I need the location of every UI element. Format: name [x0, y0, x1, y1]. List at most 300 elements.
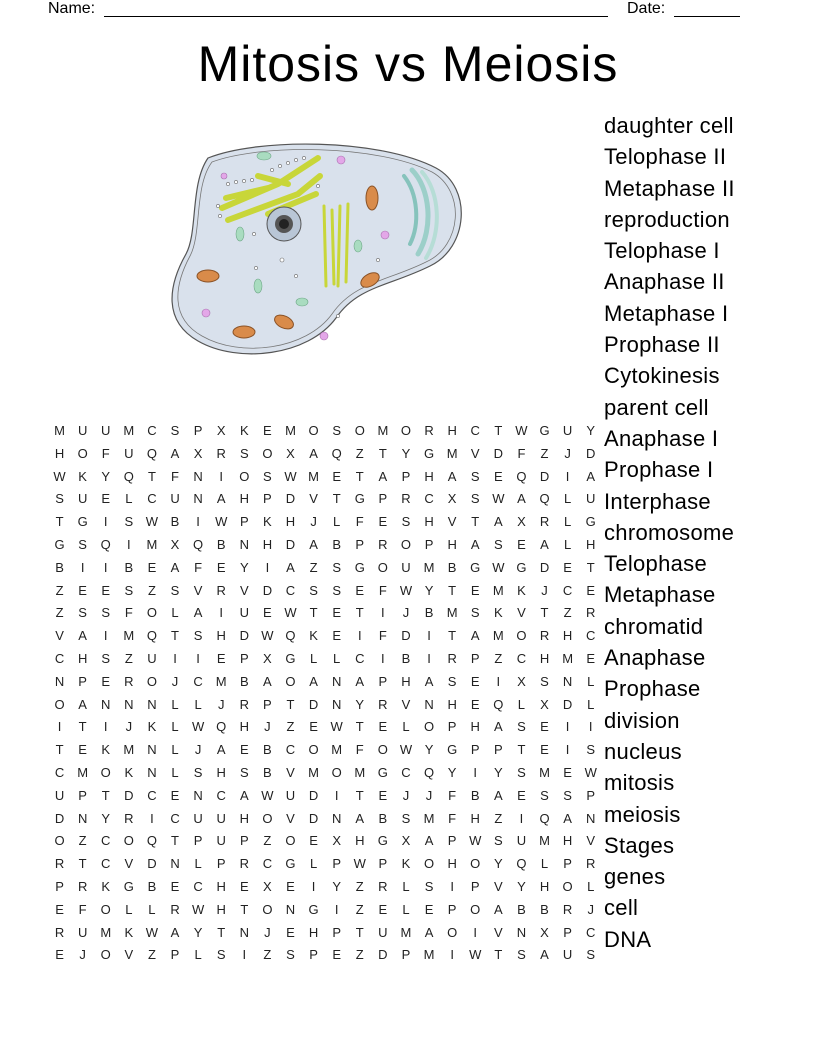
- grid-letter[interactable]: M: [423, 947, 435, 963]
- grid-letter[interactable]: O: [262, 445, 273, 461]
- grid-letter[interactable]: U: [124, 445, 134, 461]
- grid-letter[interactable]: K: [517, 582, 526, 598]
- grid-letter[interactable]: O: [354, 423, 365, 438]
- grid-letter[interactable]: S: [540, 787, 549, 803]
- grid-letter[interactable]: E: [101, 582, 111, 598]
- grid-letter[interactable]: S: [239, 764, 249, 780]
- grid-letter[interactable]: J: [425, 787, 433, 803]
- grid-letter[interactable]: H: [539, 650, 550, 666]
- grid-letter[interactable]: E: [263, 605, 272, 621]
- grid-letter[interactable]: B: [470, 787, 480, 803]
- grid-letter[interactable]: H: [77, 650, 88, 666]
- grid-letter[interactable]: V: [470, 445, 480, 461]
- grid-letter[interactable]: Y: [101, 810, 111, 826]
- grid-letter[interactable]: S: [55, 491, 64, 507]
- grid-letter[interactable]: E: [355, 582, 365, 598]
- grid-letter[interactable]: O: [331, 764, 342, 780]
- grid-letter[interactable]: P: [563, 924, 572, 940]
- grid-letter[interactable]: C: [147, 787, 157, 803]
- grid-letter[interactable]: O: [100, 947, 111, 963]
- grid-letter[interactable]: T: [240, 901, 249, 917]
- grid-letter[interactable]: S: [193, 628, 203, 644]
- grid-letter[interactable]: X: [193, 445, 203, 461]
- grid-letter[interactable]: J: [402, 605, 410, 621]
- grid-letter[interactable]: X: [216, 423, 226, 438]
- grid-letter[interactable]: V: [239, 582, 249, 598]
- grid-letter[interactable]: O: [262, 810, 273, 826]
- grid-letter[interactable]: A: [470, 536, 480, 552]
- grid-letter[interactable]: O: [285, 673, 296, 689]
- grid-letter[interactable]: J: [79, 947, 86, 963]
- grid-letter[interactable]: T: [55, 514, 64, 530]
- grid-letter[interactable]: A: [586, 468, 596, 484]
- grid-letter[interactable]: V: [493, 924, 503, 940]
- grid-letter[interactable]: I: [334, 901, 339, 917]
- grid-letter[interactable]: I: [427, 628, 431, 644]
- grid-letter[interactable]: D: [54, 810, 65, 826]
- grid-letter[interactable]: P: [355, 536, 365, 552]
- grid-letter[interactable]: S: [424, 878, 434, 894]
- grid-letter[interactable]: V: [124, 947, 134, 963]
- grid-letter[interactable]: S: [309, 582, 318, 598]
- grid-letter[interactable]: I: [565, 742, 570, 758]
- grid-letter[interactable]: U: [401, 559, 411, 575]
- grid-letter[interactable]: W: [215, 514, 228, 530]
- grid-letter[interactable]: I: [588, 719, 593, 735]
- grid-letter[interactable]: B: [170, 514, 180, 530]
- grid-letter[interactable]: O: [447, 924, 458, 940]
- grid-letter[interactable]: J: [587, 901, 594, 917]
- grid-letter[interactable]: P: [239, 650, 249, 666]
- grid-letter[interactable]: Q: [123, 468, 134, 484]
- grid-letter[interactable]: H: [562, 628, 573, 644]
- grid-letter[interactable]: S: [447, 673, 457, 689]
- grid-letter[interactable]: M: [123, 628, 135, 644]
- grid-letter[interactable]: S: [470, 605, 480, 621]
- grid-letter[interactable]: F: [448, 787, 457, 803]
- grid-letter[interactable]: J: [194, 742, 202, 758]
- grid-letter[interactable]: O: [100, 764, 111, 780]
- grid-letter[interactable]: N: [101, 696, 111, 712]
- grid-letter[interactable]: M: [423, 810, 435, 826]
- grid-letter[interactable]: A: [170, 559, 180, 575]
- grid-letter[interactable]: L: [563, 514, 572, 530]
- grid-letter[interactable]: Z: [309, 559, 318, 575]
- grid-letter[interactable]: H: [401, 673, 411, 689]
- grid-letter[interactable]: M: [123, 423, 135, 438]
- grid-letter[interactable]: A: [424, 924, 434, 940]
- grid-letter[interactable]: P: [55, 878, 64, 894]
- grid-letter[interactable]: M: [492, 582, 504, 598]
- grid-letter[interactable]: I: [565, 719, 570, 735]
- grid-letter[interactable]: I: [450, 947, 454, 963]
- grid-letter[interactable]: R: [54, 924, 65, 940]
- grid-letter[interactable]: A: [216, 491, 226, 507]
- grid-letter[interactable]: I: [127, 536, 131, 552]
- grid-letter[interactable]: Q: [216, 719, 227, 735]
- grid-letter[interactable]: N: [331, 696, 342, 712]
- grid-letter[interactable]: Q: [516, 468, 527, 484]
- grid-letter[interactable]: F: [194, 559, 203, 575]
- grid-letter[interactable]: V: [286, 764, 295, 780]
- grid-letter[interactable]: X: [401, 833, 411, 849]
- grid-letter[interactable]: N: [562, 673, 573, 689]
- grid-letter[interactable]: G: [585, 514, 596, 530]
- grid-letter[interactable]: P: [193, 833, 203, 849]
- grid-letter[interactable]: L: [540, 856, 549, 872]
- grid-letter[interactable]: A: [239, 787, 249, 803]
- grid-letter[interactable]: Z: [540, 445, 549, 461]
- grid-letter[interactable]: E: [540, 742, 549, 758]
- grid-letter[interactable]: I: [196, 514, 200, 530]
- grid-letter[interactable]: W: [284, 605, 297, 621]
- grid-letter[interactable]: E: [239, 878, 249, 894]
- grid-letter[interactable]: J: [264, 719, 271, 735]
- grid-letter[interactable]: A: [309, 536, 318, 552]
- grid-letter[interactable]: E: [170, 787, 180, 803]
- grid-letter[interactable]: P: [470, 650, 480, 666]
- grid-letter[interactable]: N: [516, 924, 527, 940]
- grid-letter[interactable]: E: [378, 719, 388, 735]
- grid-letter[interactable]: B: [517, 901, 526, 917]
- grid-letter[interactable]: X: [517, 673, 526, 689]
- grid-letter[interactable]: C: [424, 491, 434, 507]
- grid-letter[interactable]: E: [147, 559, 157, 575]
- grid-letter[interactable]: E: [332, 605, 341, 621]
- grid-letter[interactable]: O: [423, 856, 435, 872]
- grid-letter[interactable]: U: [586, 491, 596, 507]
- grid-letter[interactable]: C: [216, 787, 226, 803]
- grid-letter[interactable]: Q: [493, 696, 504, 712]
- grid-letter[interactable]: F: [124, 605, 133, 621]
- grid-letter[interactable]: Z: [55, 605, 64, 621]
- grid-letter[interactable]: Q: [146, 628, 157, 644]
- grid-letter[interactable]: P: [193, 423, 203, 438]
- grid-letter[interactable]: P: [586, 787, 596, 803]
- grid-letter[interactable]: W: [53, 468, 66, 484]
- grid-letter[interactable]: M: [539, 833, 550, 849]
- grid-letter[interactable]: H: [470, 810, 480, 826]
- grid-letter[interactable]: L: [309, 650, 318, 666]
- grid-letter[interactable]: U: [77, 491, 88, 507]
- grid-letter[interactable]: A: [309, 445, 318, 461]
- grid-letter[interactable]: D: [401, 628, 411, 644]
- grid-letter[interactable]: P: [447, 901, 457, 917]
- grid-letter[interactable]: T: [286, 696, 295, 712]
- grid-letter[interactable]: M: [377, 423, 389, 438]
- grid-letter[interactable]: B: [332, 536, 341, 552]
- grid-letter[interactable]: V: [586, 833, 596, 849]
- grid-letter[interactable]: L: [402, 901, 410, 917]
- grid-letter[interactable]: U: [193, 810, 203, 826]
- grid-letter[interactable]: N: [586, 810, 596, 826]
- grid-letter[interactable]: H: [262, 536, 273, 552]
- grid-letter[interactable]: T: [494, 423, 503, 438]
- grid-letter[interactable]: U: [216, 833, 226, 849]
- grid-letter[interactable]: P: [378, 856, 388, 872]
- grid-letter[interactable]: C: [586, 628, 596, 644]
- grid-letter[interactable]: K: [124, 924, 134, 940]
- grid-letter[interactable]: S: [586, 742, 596, 758]
- grid-letter[interactable]: N: [331, 810, 342, 826]
- grid-letter[interactable]: A: [286, 559, 295, 575]
- grid-letter[interactable]: P: [470, 878, 480, 894]
- grid-letter[interactable]: W: [399, 582, 413, 598]
- grid-letter[interactable]: E: [586, 650, 596, 666]
- grid-letter[interactable]: L: [333, 514, 341, 530]
- grid-letter[interactable]: U: [216, 810, 226, 826]
- grid-letter[interactable]: D: [262, 582, 273, 598]
- grid-letter[interactable]: G: [516, 559, 527, 575]
- grid-letter[interactable]: O: [308, 742, 319, 758]
- grid-letter[interactable]: E: [563, 559, 572, 575]
- name-field[interactable]: [104, 16, 608, 17]
- grid-letter[interactable]: P: [170, 947, 180, 963]
- grid-letter[interactable]: E: [239, 742, 249, 758]
- grid-letter[interactable]: R: [401, 491, 411, 507]
- grid-letter[interactable]: C: [285, 582, 296, 598]
- grid-letter[interactable]: E: [470, 673, 480, 689]
- grid-letter[interactable]: O: [377, 559, 388, 575]
- grid-letter[interactable]: E: [586, 582, 596, 598]
- grid-letter[interactable]: E: [332, 947, 341, 963]
- grid-letter[interactable]: K: [147, 719, 157, 735]
- grid-letter[interactable]: S: [286, 947, 295, 963]
- grid-letter[interactable]: J: [125, 719, 133, 735]
- grid-letter[interactable]: C: [562, 582, 573, 598]
- grid-letter[interactable]: K: [401, 856, 411, 872]
- grid-letter[interactable]: I: [473, 764, 478, 780]
- grid-letter[interactable]: Z: [355, 901, 364, 917]
- grid-letter[interactable]: X: [517, 514, 526, 530]
- grid-letter[interactable]: F: [78, 901, 87, 917]
- grid-letter[interactable]: U: [239, 605, 249, 621]
- grid-letter[interactable]: N: [331, 673, 342, 689]
- grid-letter[interactable]: Q: [539, 491, 550, 507]
- grid-letter[interactable]: O: [239, 468, 250, 484]
- grid-letter[interactable]: S: [78, 536, 87, 552]
- grid-letter[interactable]: P: [447, 719, 457, 735]
- grid-letter[interactable]: V: [309, 491, 318, 507]
- grid-letter[interactable]: W: [469, 947, 482, 963]
- grid-letter[interactable]: R: [239, 856, 249, 872]
- grid-letter[interactable]: L: [402, 719, 410, 735]
- grid-letter[interactable]: M: [215, 673, 227, 689]
- grid-letter[interactable]: A: [517, 491, 526, 507]
- grid-letter[interactable]: P: [332, 856, 341, 872]
- grid-letter[interactable]: W: [353, 856, 366, 872]
- grid-letter[interactable]: S: [78, 605, 87, 621]
- grid-letter[interactable]: E: [563, 764, 572, 780]
- grid-letter[interactable]: X: [263, 650, 272, 666]
- grid-letter[interactable]: M: [492, 628, 504, 644]
- grid-letter[interactable]: C: [401, 764, 411, 780]
- grid-letter[interactable]: U: [147, 650, 157, 666]
- grid-letter[interactable]: D: [539, 559, 550, 575]
- grid-letter[interactable]: M: [423, 559, 435, 575]
- grid-letter[interactable]: A: [563, 810, 572, 826]
- grid-letter[interactable]: Z: [355, 445, 364, 461]
- grid-letter[interactable]: I: [473, 924, 478, 940]
- grid-letter[interactable]: P: [263, 696, 272, 712]
- grid-letter[interactable]: A: [493, 719, 503, 735]
- grid-letter[interactable]: G: [308, 901, 319, 917]
- grid-letter[interactable]: R: [447, 650, 457, 666]
- grid-letter[interactable]: K: [309, 628, 318, 644]
- grid-letter[interactable]: A: [355, 810, 365, 826]
- grid-letter[interactable]: Z: [263, 947, 272, 963]
- grid-letter[interactable]: H: [54, 445, 65, 461]
- grid-letter[interactable]: C: [285, 742, 296, 758]
- grid-letter[interactable]: P: [563, 856, 572, 872]
- grid-letter[interactable]: F: [355, 514, 364, 530]
- grid-letter[interactable]: A: [216, 742, 226, 758]
- grid-letter[interactable]: I: [173, 650, 177, 666]
- grid-letter[interactable]: K: [263, 514, 272, 530]
- grid-letter[interactable]: C: [193, 878, 203, 894]
- grid-letter[interactable]: P: [378, 673, 388, 689]
- grid-letter[interactable]: O: [146, 605, 157, 621]
- grid-letter[interactable]: T: [171, 628, 179, 644]
- grid-letter[interactable]: A: [493, 901, 503, 917]
- grid-letter[interactable]: V: [286, 810, 295, 826]
- grid-letter[interactable]: N: [170, 856, 180, 872]
- grid-letter[interactable]: Z: [355, 947, 364, 963]
- grid-letter[interactable]: Z: [286, 719, 295, 735]
- grid-letter[interactable]: W: [492, 491, 505, 507]
- grid-letter[interactable]: G: [377, 833, 388, 849]
- grid-letter[interactable]: L: [171, 605, 179, 621]
- grid-letter[interactable]: F: [101, 445, 110, 461]
- grid-letter[interactable]: X: [286, 445, 295, 461]
- grid-letter[interactable]: O: [423, 719, 435, 735]
- grid-letter[interactable]: X: [263, 878, 272, 894]
- grid-letter[interactable]: H: [586, 536, 596, 552]
- grid-letter[interactable]: X: [332, 833, 341, 849]
- grid-letter[interactable]: N: [54, 673, 65, 689]
- grid-letter[interactable]: S: [493, 833, 503, 849]
- grid-letter[interactable]: D: [586, 445, 596, 461]
- grid-letter[interactable]: T: [78, 856, 87, 872]
- grid-letter[interactable]: P: [78, 673, 87, 689]
- grid-letter[interactable]: E: [55, 947, 64, 963]
- grid-letter[interactable]: T: [448, 628, 457, 644]
- grid-letter[interactable]: U: [516, 833, 527, 849]
- grid-letter[interactable]: L: [194, 696, 202, 712]
- grid-letter[interactable]: T: [147, 468, 156, 484]
- grid-letter[interactable]: H: [216, 901, 226, 917]
- grid-letter[interactable]: P: [401, 468, 411, 484]
- grid-letter[interactable]: T: [355, 719, 364, 735]
- grid-letter[interactable]: Z: [494, 810, 503, 826]
- grid-letter[interactable]: Q: [193, 536, 204, 552]
- grid-letter[interactable]: V: [447, 514, 457, 530]
- grid-letter[interactable]: E: [309, 719, 318, 735]
- grid-letter[interactable]: L: [309, 856, 318, 872]
- grid-letter[interactable]: U: [562, 423, 573, 438]
- grid-letter[interactable]: M: [308, 764, 319, 780]
- grid-letter[interactable]: I: [265, 559, 270, 575]
- grid-letter[interactable]: S: [101, 650, 111, 666]
- grid-letter[interactable]: N: [424, 696, 434, 712]
- grid-letter[interactable]: S: [401, 514, 411, 530]
- grid-letter[interactable]: I: [450, 878, 454, 894]
- grid-letter[interactable]: O: [123, 833, 134, 849]
- grid-letter[interactable]: O: [377, 742, 388, 758]
- grid-letter[interactable]: A: [470, 628, 480, 644]
- grid-letter[interactable]: G: [354, 559, 365, 575]
- grid-letter[interactable]: D: [539, 468, 550, 484]
- grid-letter[interactable]: D: [308, 787, 319, 803]
- grid-letter[interactable]: U: [170, 491, 180, 507]
- grid-letter[interactable]: T: [448, 582, 457, 598]
- grid-letter[interactable]: E: [540, 719, 549, 735]
- grid-letter[interactable]: M: [562, 650, 574, 666]
- grid-letter[interactable]: Q: [100, 536, 111, 552]
- grid-letter[interactable]: E: [78, 582, 87, 598]
- grid-letter[interactable]: C: [262, 856, 273, 872]
- grid-letter[interactable]: L: [517, 696, 526, 712]
- grid-letter[interactable]: L: [587, 878, 595, 894]
- grid-letter[interactable]: H: [308, 924, 319, 940]
- grid-letter[interactable]: I: [150, 810, 154, 826]
- grid-letter[interactable]: R: [586, 605, 596, 621]
- grid-letter[interactable]: E: [332, 628, 341, 644]
- grid-letter[interactable]: I: [565, 468, 570, 484]
- grid-letter[interactable]: K: [239, 423, 249, 438]
- grid-letter[interactable]: U: [285, 787, 296, 803]
- grid-letter[interactable]: R: [378, 536, 388, 552]
- grid-letter[interactable]: I: [427, 650, 431, 666]
- grid-letter[interactable]: R: [77, 878, 88, 894]
- grid-letter[interactable]: W: [399, 742, 413, 758]
- grid-letter[interactable]: Z: [124, 650, 133, 666]
- word-search-grid[interactable]: [48, 421, 602, 968]
- grid-letter[interactable]: K: [101, 742, 111, 758]
- grid-letter[interactable]: D: [308, 810, 319, 826]
- grid-letter[interactable]: L: [125, 491, 133, 507]
- grid-letter[interactable]: S: [332, 559, 341, 575]
- grid-letter[interactable]: S: [101, 605, 111, 621]
- grid-letter[interactable]: B: [124, 559, 134, 575]
- grid-letter[interactable]: I: [80, 559, 85, 575]
- grid-letter[interactable]: T: [355, 924, 364, 940]
- grid-letter[interactable]: W: [515, 423, 528, 438]
- grid-letter[interactable]: Z: [147, 582, 156, 598]
- grid-letter[interactable]: I: [103, 719, 108, 735]
- grid-letter[interactable]: R: [124, 810, 134, 826]
- grid-letter[interactable]: X: [540, 696, 549, 712]
- grid-letter[interactable]: Z: [355, 878, 364, 894]
- grid-letter[interactable]: V: [55, 628, 64, 644]
- grid-letter[interactable]: L: [171, 742, 179, 758]
- grid-letter[interactable]: N: [285, 901, 296, 917]
- grid-letter[interactable]: G: [423, 445, 435, 461]
- grid-letter[interactable]: S: [470, 468, 480, 484]
- grid-letter[interactable]: I: [103, 628, 108, 644]
- grid-letter[interactable]: T: [78, 719, 87, 735]
- grid-letter[interactable]: O: [262, 901, 273, 917]
- grid-letter[interactable]: T: [101, 787, 110, 803]
- grid-letter[interactable]: C: [147, 491, 157, 507]
- grid-letter[interactable]: E: [470, 696, 480, 712]
- grid-letter[interactable]: W: [145, 924, 159, 940]
- grid-letter[interactable]: O: [308, 423, 319, 438]
- grid-letter[interactable]: B: [147, 878, 157, 894]
- grid-letter[interactable]: W: [191, 901, 205, 917]
- grid-letter[interactable]: G: [54, 536, 65, 552]
- grid-letter[interactable]: J: [564, 445, 571, 461]
